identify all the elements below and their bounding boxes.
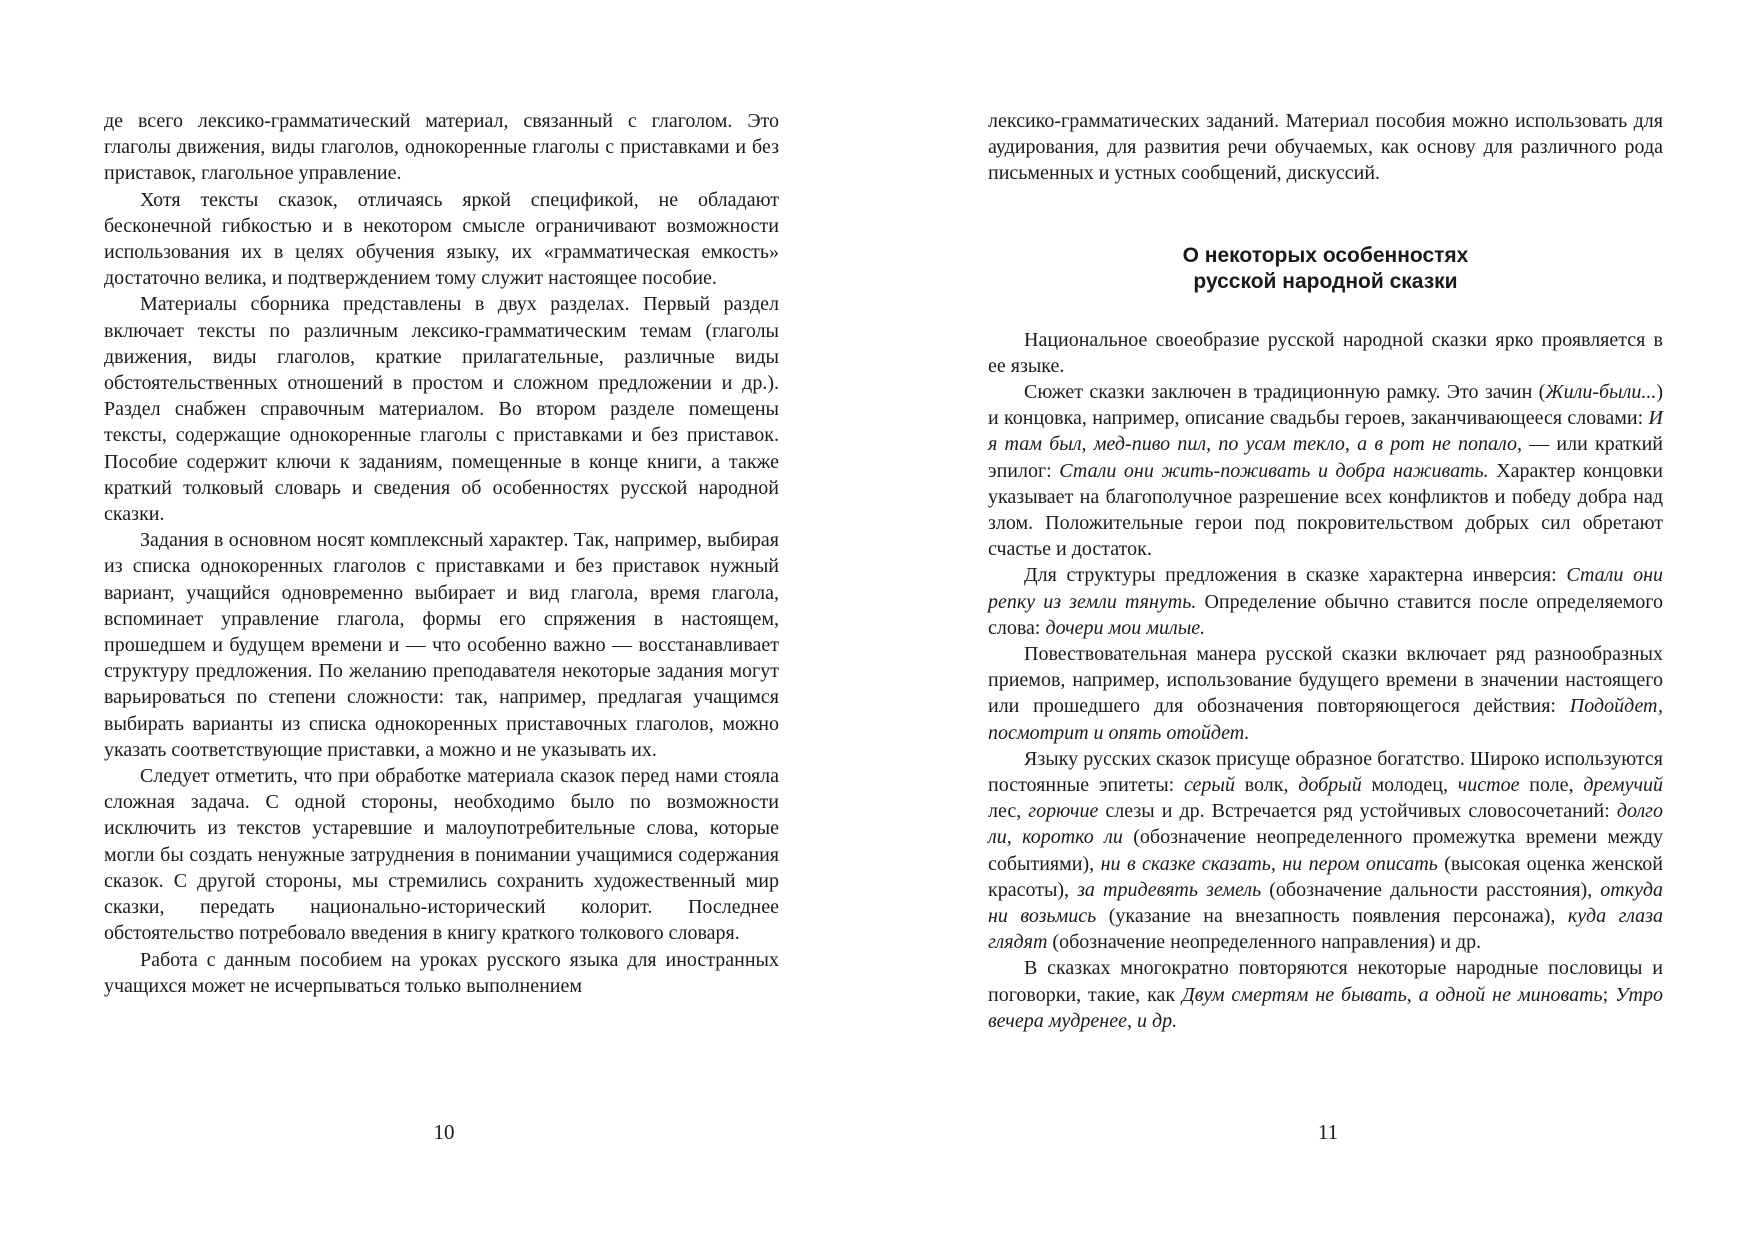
paragraph bbox=[104, 527, 779, 763]
left-page-number: 10 bbox=[433, 1120, 455, 1144]
text-run: (обозначение неопределенного промежутка времени между событиями), bbox=[988, 826, 1663, 875]
text-run: Языку русских сказок присуще образное богатство. Широко используются постоянные эпитеты: bbox=[988, 747, 1663, 797]
italic-text: Подойдет, посмотрит и опять отойдет. bbox=[988, 695, 1663, 744]
text-run: волк, bbox=[1234, 774, 1299, 797]
section-heading-line-1: О некоторых особенностях bbox=[1182, 243, 1469, 267]
paragraph bbox=[104, 187, 779, 292]
text-run: слезы и др. Встречается ряд устойчивых словосочетаний: bbox=[1098, 800, 1617, 823]
paragraph bbox=[104, 291, 779, 527]
italic-text: дочери мои милые. bbox=[1045, 616, 1206, 639]
italic-text: дремучий bbox=[1583, 774, 1663, 797]
text-run: Материалы сборника представлены в двух разделах. Первый раздел включает тексты по различным лексико-грамматическим темам (глаголы движения, виды глаголов, краткие прилагательные, различные виды обстоятельственных отношений в простом и сложном предложении и др.). Раздел снабжен справочным материалом. Во втором разделе помещены тексты, содержащие однокоренные глаголы с приставками и без приставок. Пособие содержит ключи к заданиям, помещенные в конце книги, а также краткий толковый словарь и сведения об особенностях русской народной сказки. bbox=[104, 293, 779, 526]
right-page-body bbox=[988, 327, 1663, 1034]
right-page-intro bbox=[988, 108, 1663, 187]
paragraph bbox=[988, 327, 1663, 379]
paragraph bbox=[104, 763, 779, 946]
italic-text: Утро вечера мудренее, и др. bbox=[988, 983, 1663, 1032]
text-run: Работа с данным пособием на уроках русского языка для иностранных учащихся может не исчерпываться только выполнением bbox=[104, 948, 779, 997]
italic-text: Двум смертям не бывать, а одной не миновать bbox=[1181, 983, 1603, 1006]
paragraph bbox=[104, 108, 779, 187]
text-run: де всего лексико-грамматический материал, связанный с глаголом. Это глаголы движения, виды глаголов, однокоренные глаголы с приставками и без приставок, глагольное управление. bbox=[104, 110, 779, 185]
italic-text: откуда ни возьмись bbox=[988, 878, 1663, 928]
text-run: Характер концовки указывает на благополучное разрешение всех конфликтов и победу добра над злом. Положительные герои под покровительством добрых сил обретают счастье и достаток. bbox=[988, 459, 1663, 561]
text-run: ; bbox=[1602, 983, 1616, 1006]
italic-text: за тридевять земель bbox=[1077, 878, 1262, 901]
left-page bbox=[104, 108, 779, 999]
paragraph bbox=[988, 641, 1663, 746]
text-run: Сюжет сказки заключен в традиционную рамку. Это зачин ( bbox=[1024, 381, 1546, 404]
paragraph bbox=[988, 562, 1663, 641]
text-run: Для структуры предложения в сказке характерна инверсия: bbox=[1024, 564, 1567, 587]
italic-text: добрый bbox=[1298, 774, 1362, 797]
section-heading bbox=[988, 243, 1663, 295]
italic-text: горючие bbox=[1028, 800, 1099, 823]
italic-text: И я там был, мед-пиво пил, по усам текло, а в рот не попало, bbox=[988, 407, 1663, 456]
text-run: Определение обычно ставится после определяемого слова: bbox=[988, 590, 1664, 639]
text-run: Следует отметить, что при обработке материала сказок перед нами стояла сложная задача. С одной стороны, необходимо было по возможности исключить из текстов устаревшие и малоупотребительные слова, которые могли бы создать ненужные затруднения в понимании учащимися содержания сказок. С другой стороны, мы стремились сохранить художественный мир сказки, передать национально-исторический колорит. Последнее обстоятельство потребовало введения в книгу краткого толкового словаря. bbox=[104, 765, 779, 945]
paragraph bbox=[988, 379, 1663, 562]
italic-text: Стали они жить-поживать и добра наживать. bbox=[1059, 459, 1489, 482]
text-run: лексико-грамматических заданий. Материал пособия можно использовать для аудирования, для развития речи обучаемых, как основу для различного рода письменных и устных сообщений, дискуссий. bbox=[988, 110, 1663, 185]
paragraph bbox=[988, 746, 1663, 956]
italic-text: куда глаза глядят bbox=[988, 905, 1663, 954]
text-run: (высокая оценка женской красоты), bbox=[988, 852, 1664, 901]
text-run: (обозначение неопределенного направления) и др. bbox=[1047, 931, 1482, 954]
text-run: Хотя тексты сказок, отличаясь яркой спецификой, не обладают бесконечной гибкостью и в некотором смысле ограничивают возможности использования их в целях обучения языку, их «грамматическая емкость» достаточно велика, и подтверждением тому служит настоящее пособие. bbox=[104, 188, 779, 290]
right-page bbox=[988, 108, 1663, 1034]
text-run: поле, bbox=[1519, 774, 1584, 797]
italic-text: чистое bbox=[1457, 774, 1520, 797]
text-run: — или краткий эпилог: bbox=[988, 433, 1664, 482]
italic-text: Стали они репку из земли тянуть. bbox=[988, 564, 1664, 613]
italic-text: долго ли, коротко ли bbox=[988, 800, 1663, 849]
text-run: молодец, bbox=[1361, 774, 1458, 797]
section-heading-line-2: русской народной сказки bbox=[1193, 269, 1458, 293]
text-run: (указание на внезапность появления персонажа), bbox=[1096, 905, 1568, 928]
italic-text: серый bbox=[1183, 774, 1235, 797]
paragraph bbox=[988, 955, 1663, 1034]
text-run: ) и концовка, например, описание свадьбы героев, заканчивающееся словами: bbox=[988, 381, 1663, 430]
text-run: (обозначение дальности расстояния), bbox=[1261, 878, 1601, 901]
text-run: Задания в основном носят комплексный характер. Так, например, выбирая из списка однокоренных глаголов с приставками и без приставок нужный вариант, учащийся одновременно выбирает и вид глагола, время глагола, вспоминает управление глагола, формы его спряжения в настоящем, прошедшем и будущем времени и — что особенно важно — восстанавливает структуру предложения. По желанию преподавателя некоторые задания могут варьироваться по степени сложности: так, например, предлагая учащимся выбирать варианты из списка однокоренных приставочных глаголов, можно указать соответствующие приставки, а можно и не указывать их. bbox=[104, 529, 779, 761]
paragraph bbox=[104, 947, 779, 999]
text-run: Национальное своеобразие русской народной сказки ярко проявляется в ее языке. bbox=[988, 328, 1663, 377]
text-run: В сказках многократно повторяются некоторые народные пословицы и поговорки, такие, как bbox=[988, 957, 1663, 1006]
text-run: Повествовательная манера русской сказки включает ряд разнообразных приемов, например, использование будущего времени в значении настоящего или прошедшего для обозначения повторяющегося действия: bbox=[988, 643, 1663, 718]
paragraph bbox=[988, 108, 1663, 187]
italic-text: Жили-были... bbox=[1545, 381, 1657, 404]
text-run: лес, bbox=[988, 800, 1029, 823]
right-page-number: 11 bbox=[1317, 1120, 1339, 1144]
italic-text: ни в сказке сказать, ни пером описать bbox=[1100, 852, 1438, 875]
